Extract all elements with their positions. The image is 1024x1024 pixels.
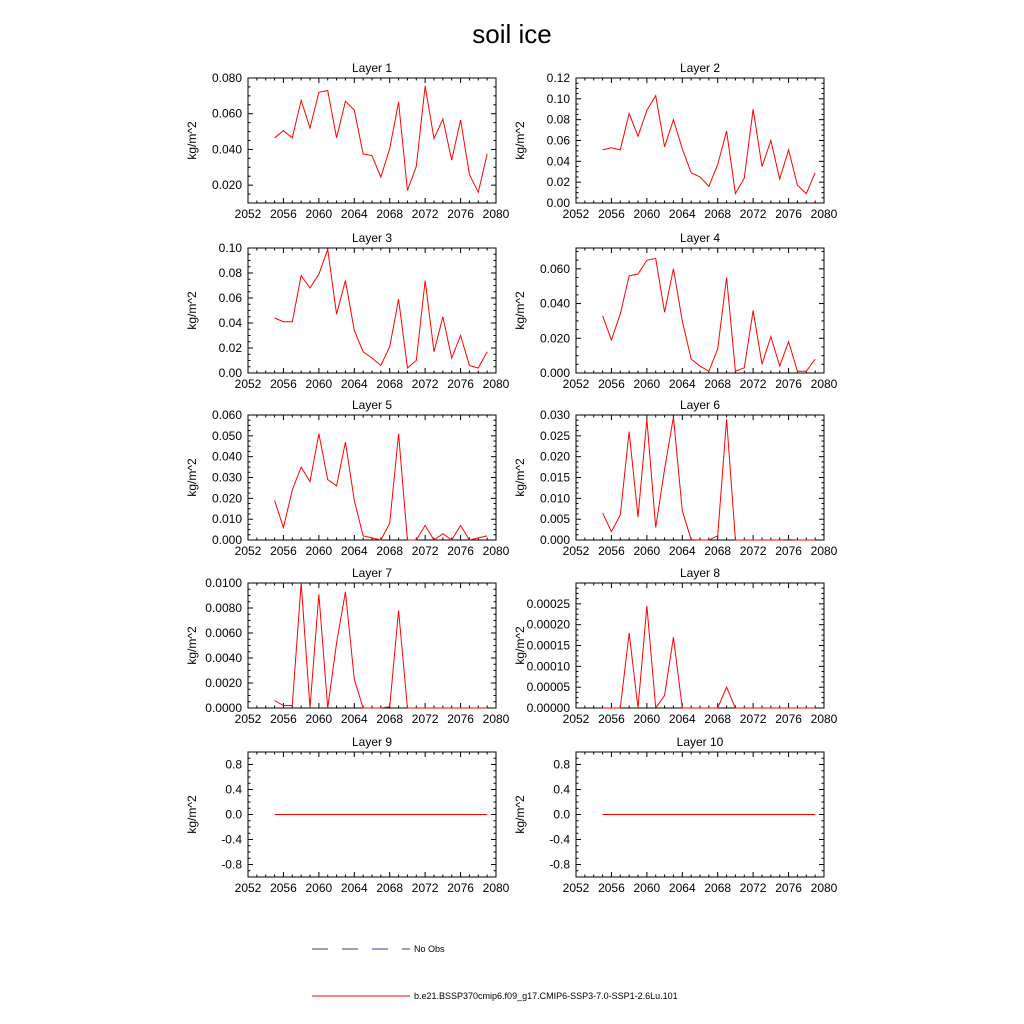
y-tick-label: 0.10: [218, 241, 242, 255]
y-tick-label: 0.040: [211, 142, 242, 157]
y-tick-label: 0.0040: [205, 651, 242, 665]
x-tick-label: 2056: [598, 207, 625, 221]
panel-title: Layer 6: [679, 398, 721, 412]
x-tick-label: 2060: [305, 544, 333, 558]
panel-title: Layer 2: [679, 61, 721, 75]
x-tick-label: 2076: [775, 377, 802, 391]
x-tick-label: 2060: [305, 881, 333, 895]
x-tick-label: 2068: [704, 881, 732, 895]
x-tick-label: 2060: [633, 712, 661, 726]
y-tick-label: 0.10: [546, 91, 570, 106]
x-tick-label: 2076: [447, 544, 474, 558]
x-tick-label: 2056: [270, 544, 297, 558]
x-tick-label: 2076: [447, 207, 474, 221]
x-tick-label: 2064: [340, 377, 368, 391]
y-tick-label: 0.12: [546, 71, 570, 85]
y-tick-label: 0.060: [211, 408, 242, 422]
y-tick-label: 0.04: [546, 154, 570, 169]
y-tick-label: 0.4: [225, 782, 242, 797]
x-tick-label: 2068: [376, 712, 404, 726]
x-tick-label: 2064: [668, 544, 696, 558]
x-tick-label: 2080: [810, 377, 838, 391]
figure-title: soil ice: [472, 19, 552, 49]
y-tick-label: 0.06: [218, 291, 242, 305]
y-tick-label: 0.030: [539, 408, 570, 422]
x-tick-label: 2068: [704, 712, 732, 726]
y-tick-label: 0.000: [211, 533, 242, 547]
x-tick-label: 2052: [234, 712, 262, 726]
x-tick-label: 2080: [482, 377, 510, 391]
y-axis-label: kg/m^2: [513, 795, 527, 834]
y-axis-label: kg/m^2: [185, 121, 199, 160]
y-axis-label: kg/m^2: [185, 626, 199, 665]
x-tick-label: 2068: [704, 207, 732, 221]
y-axis-label: kg/m^2: [185, 795, 199, 834]
x-tick-label: 2056: [598, 881, 625, 895]
y-tick-label: 0.010: [539, 491, 570, 506]
panel-title: Layer 7: [351, 566, 393, 580]
x-tick-label: 2060: [305, 377, 333, 391]
x-tick-label: 2060: [305, 207, 333, 221]
x-tick-label: 2072: [411, 544, 439, 558]
y-tick-label: -0.4: [549, 832, 570, 847]
y-tick-label: 0.005: [539, 512, 570, 527]
x-tick-label: 2076: [447, 712, 474, 726]
y-tick-label: -0.8: [221, 857, 242, 872]
y-tick-label: 0.00: [546, 196, 570, 210]
y-tick-label: 0.050: [211, 428, 242, 443]
x-tick-label: 2068: [376, 207, 404, 221]
x-tick-label: 2056: [270, 712, 297, 726]
x-tick-label: 2072: [739, 377, 767, 391]
x-tick-label: 2072: [411, 881, 439, 895]
y-tick-label: 0.00005: [526, 680, 570, 695]
y-tick-label: 0.020: [211, 491, 242, 506]
x-tick-label: 2052: [562, 712, 590, 726]
y-tick-label: 0.0: [553, 807, 570, 822]
x-tick-label: 2056: [270, 377, 297, 391]
y-tick-label: 0.00: [218, 366, 242, 380]
x-tick-label: 2056: [598, 377, 625, 391]
x-tick-label: 2068: [704, 377, 732, 391]
x-tick-label: 2052: [562, 207, 590, 221]
y-tick-label: 0.00025: [526, 596, 570, 611]
y-tick-label: -0.8: [549, 857, 570, 872]
y-tick-label: 0.040: [539, 296, 570, 311]
x-tick-label: 2072: [739, 544, 767, 558]
x-tick-label: 2072: [739, 881, 767, 895]
x-tick-label: 2064: [668, 377, 696, 391]
x-tick-label: 2064: [668, 712, 696, 726]
x-tick-label: 2052: [562, 377, 590, 391]
x-tick-label: 2080: [810, 544, 838, 558]
y-tick-label: 0.0020: [205, 676, 242, 690]
y-tick-label: 0.040: [211, 449, 242, 464]
x-tick-label: 2080: [482, 544, 510, 558]
y-tick-label: 0.00020: [526, 617, 570, 632]
y-tick-label: 0.4: [553, 782, 570, 797]
x-tick-label: 2076: [775, 207, 802, 221]
x-tick-label: 2052: [234, 881, 262, 895]
x-tick-label: 2080: [482, 207, 510, 221]
y-tick-label: 0.0060: [205, 626, 242, 640]
x-tick-label: 2052: [234, 207, 262, 221]
y-tick-label: 0.0080: [205, 601, 242, 615]
y-tick-label: 0.02: [546, 175, 570, 190]
y-tick-label: 0.060: [539, 261, 570, 276]
y-axis-label: kg/m^2: [185, 458, 199, 497]
y-tick-label: 0.08: [546, 112, 570, 127]
x-tick-label: 2060: [633, 207, 661, 221]
y-tick-label: 0.000: [539, 366, 570, 380]
x-tick-label: 2052: [234, 377, 262, 391]
x-tick-label: 2064: [340, 881, 368, 895]
x-tick-label: 2072: [411, 712, 439, 726]
y-tick-label: 0.020: [211, 178, 242, 193]
y-tick-label: 0.030: [211, 470, 242, 485]
y-tick-label: 0.025: [539, 428, 570, 443]
x-tick-label: 2076: [447, 881, 474, 895]
x-tick-label: 2056: [598, 544, 625, 558]
x-tick-label: 2060: [633, 881, 661, 895]
x-tick-label: 2076: [447, 377, 474, 391]
y-axis-label: kg/m^2: [513, 121, 527, 160]
x-tick-label: 2056: [270, 207, 297, 221]
x-tick-label: 2052: [562, 544, 590, 558]
x-tick-label: 2064: [340, 712, 368, 726]
y-axis-label: kg/m^2: [513, 291, 527, 330]
x-tick-label: 2056: [270, 881, 297, 895]
y-tick-label: 0.8: [553, 757, 570, 772]
x-tick-label: 2080: [810, 207, 838, 221]
panel-title: Layer 1: [351, 61, 393, 75]
x-tick-label: 2064: [340, 544, 368, 558]
y-tick-label: 0.00000: [526, 701, 570, 715]
y-tick-label: 0.00015: [526, 638, 570, 653]
x-tick-label: 2080: [810, 881, 838, 895]
x-tick-label: 2064: [668, 207, 696, 221]
y-tick-label: 0.00010: [526, 659, 570, 674]
y-tick-label: 0.020: [539, 331, 570, 346]
y-tick-label: 0.0100: [205, 576, 242, 590]
y-tick-label: 0.080: [211, 71, 242, 85]
x-tick-label: 2068: [376, 544, 404, 558]
y-tick-label: 0.020: [539, 449, 570, 464]
panel-title: Layer 4: [679, 231, 721, 245]
y-axis-label: kg/m^2: [513, 458, 527, 497]
legend-model-label: b.e21.BSSP370cmip6.f09_g17.CMIP6-SSP3-7.0-SSP1-2.6Lu.101: [414, 991, 678, 1001]
y-tick-label: 0.015: [539, 470, 570, 485]
y-tick-label: 0.02: [218, 341, 242, 355]
y-tick-label: -0.4: [221, 832, 242, 847]
y-axis-label: kg/m^2: [185, 291, 199, 330]
x-tick-label: 2076: [775, 881, 802, 895]
x-tick-label: 2080: [810, 712, 838, 726]
panel-title: Layer 9: [351, 735, 393, 749]
x-tick-label: 2052: [234, 544, 262, 558]
x-tick-label: 2076: [775, 712, 802, 726]
x-tick-label: 2080: [482, 881, 510, 895]
x-tick-label: 2056: [598, 712, 625, 726]
panel-title: Layer 3: [351, 231, 393, 245]
panel-title: Layer 10: [676, 735, 724, 749]
x-tick-label: 2064: [668, 881, 696, 895]
x-tick-label: 2076: [775, 544, 802, 558]
x-tick-label: 2072: [739, 207, 767, 221]
y-tick-label: 0.060: [211, 106, 242, 121]
x-tick-label: 2072: [411, 207, 439, 221]
y-tick-label: 0.08: [218, 266, 242, 280]
x-tick-label: 2068: [704, 544, 732, 558]
y-tick-label: 0.000: [539, 533, 570, 547]
x-tick-label: 2060: [305, 712, 333, 726]
x-tick-label: 2068: [376, 377, 404, 391]
y-tick-label: 0.04: [218, 316, 242, 330]
panel-title: Layer 8: [679, 566, 721, 580]
x-tick-label: 2060: [633, 377, 661, 391]
legend-obs-label: No Obs: [414, 944, 445, 954]
x-tick-label: 2064: [340, 207, 368, 221]
x-tick-label: 2080: [482, 712, 510, 726]
x-tick-label: 2072: [739, 712, 767, 726]
y-tick-label: 0.06: [546, 133, 570, 148]
x-tick-label: 2072: [411, 377, 439, 391]
y-tick-label: 0.010: [211, 512, 242, 527]
y-tick-label: 0.8: [225, 757, 242, 772]
x-tick-label: 2068: [376, 881, 404, 895]
x-tick-label: 2052: [562, 881, 590, 895]
y-axis-label: kg/m^2: [513, 626, 527, 665]
panel-title: Layer 5: [351, 398, 393, 412]
y-tick-label: 0.0: [225, 807, 242, 822]
y-tick-label: 0.0000: [205, 701, 242, 715]
x-tick-label: 2060: [633, 544, 661, 558]
